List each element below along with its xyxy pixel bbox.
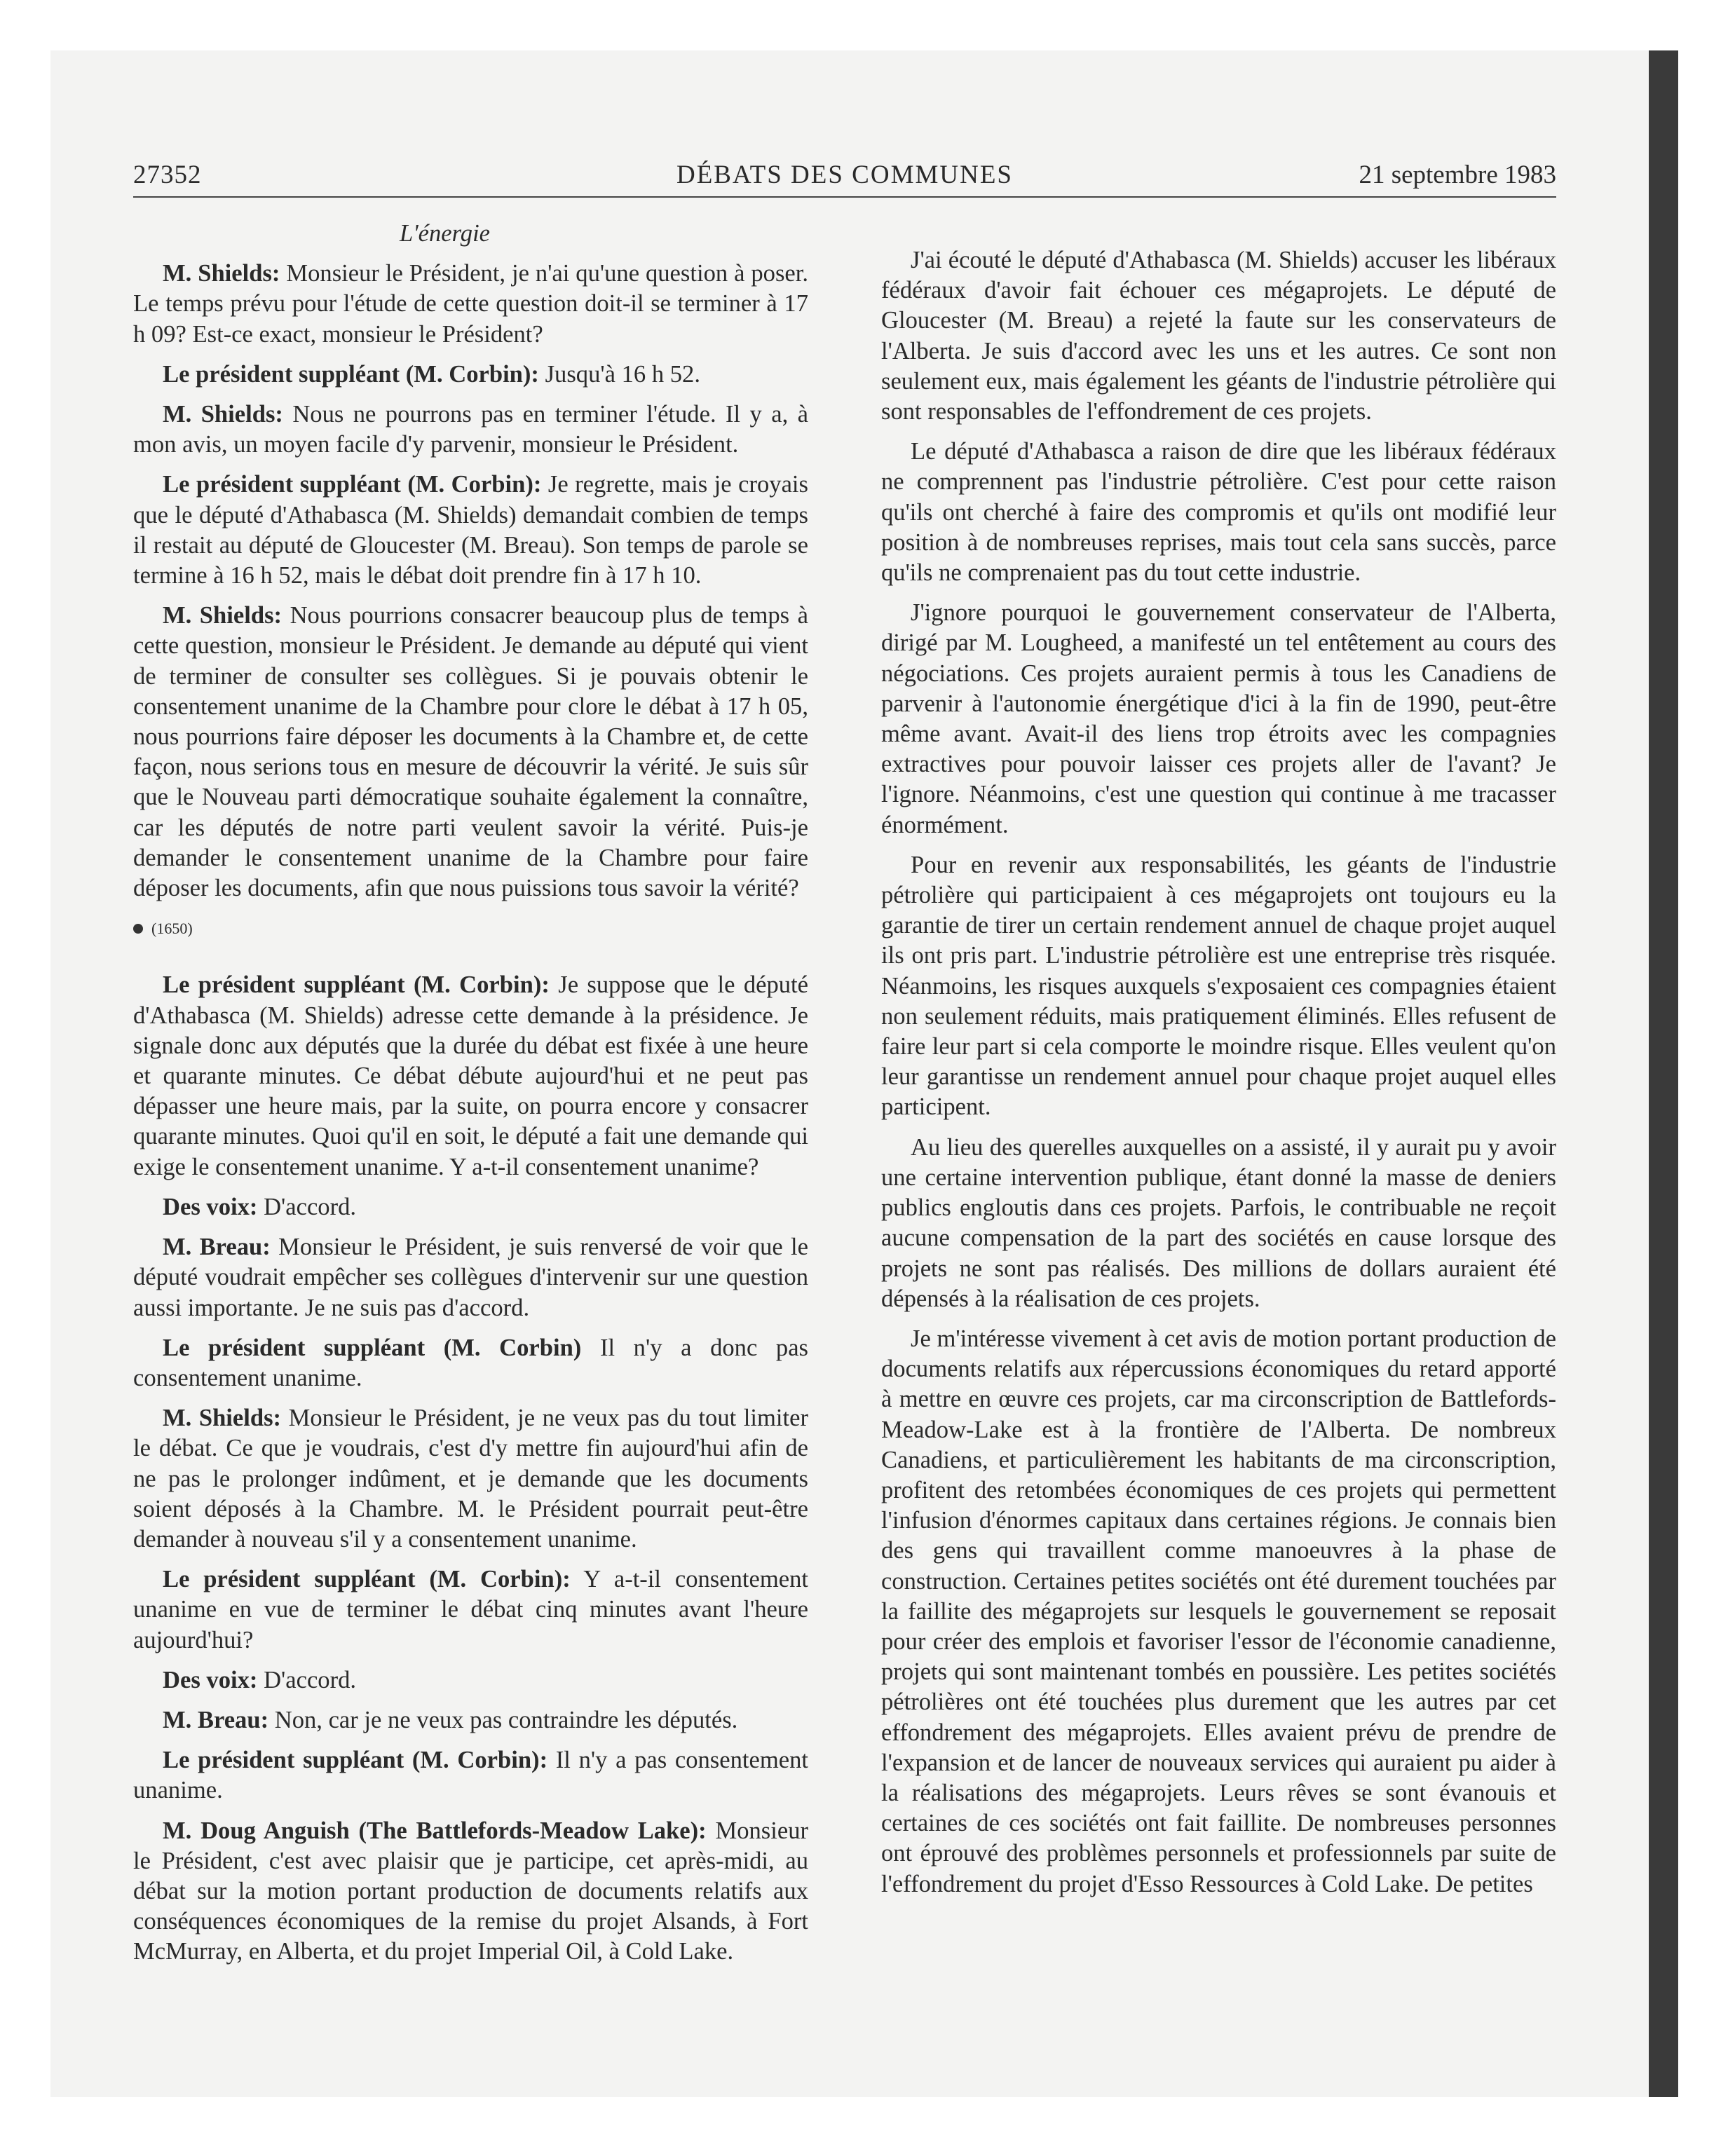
speech-paragraph bbox=[133, 1705, 808, 1735]
speech-text: Monsieur le Président, je n'ai qu'une question à poser. Le temps prévu pour l'étude de cette question doit-il se terminer à 17 h 09? Est-ce exact, monsieur le Président? bbox=[133, 260, 808, 348]
time-marker-text: (1650) bbox=[151, 920, 193, 938]
speech-paragraph bbox=[133, 1333, 808, 1393]
binding-edge bbox=[1649, 50, 1678, 2097]
speaker-name: M. Shields: bbox=[163, 401, 283, 428]
speech-paragraph bbox=[133, 1665, 808, 1696]
speech-paragraph bbox=[133, 470, 808, 591]
left-column bbox=[133, 219, 808, 1977]
speech-paragraph bbox=[133, 1232, 808, 1323]
time-marker bbox=[133, 913, 808, 943]
speaker-name: Le président suppléant (M. Corbin): bbox=[163, 1566, 571, 1593]
speech-text: Monsieur le Président, je ne veux pas du tout limiter le débat. Ce que je voudrais, c'est d'y mettre fin aujourd'hui afin de ne pas le prolonger indûment, et je demande que les documents soient déposés à la Chambre. M. le Président pourrait peut-être demander à nouveau s'il y a consentement unanime. bbox=[133, 1405, 808, 1553]
speech-paragraph bbox=[133, 400, 808, 460]
page-number: 27352 bbox=[133, 161, 202, 189]
issue-date: 21 septembre 1983 bbox=[1359, 161, 1556, 189]
speech-text: Nous ne pourrons pas en terminer l'étude. Il y a, à mon avis, un moyen facile d'y parvenir, monsieur le Président. bbox=[133, 401, 808, 458]
speaker-name: Le président suppléant (M. Corbin): bbox=[163, 360, 539, 388]
body-paragraph: Au lieu des querelles auxquelles on a assisté, il y aurait pu y avoir une certaine intervention publique, étant donné la masse de deniers publics engloutis dans ces projets. Parfois, le contribuable ne reçoit aucune compensation de la part des sociétés en cause lorsque des projets ne sont pas réalisés. Des millions de dollars auraient été dépensés à la réalisation de ces projets. bbox=[881, 1133, 1556, 1312]
speaker-name: M. Doug Anguish (The Battlefords-Meadow Lake): bbox=[163, 1817, 707, 1844]
speaker-name: Des voix: bbox=[163, 1666, 258, 1693]
speech-text: Nous pourrions consacrer beaucoup plus de temps à cette question, monsieur le Président. Je demande au député qui vient de terminer de consulter ses collègues. Si je pouvais obtenir le consentement unanime de la Chambre pour clore le débat à 17 h 05, nous pourrions faire déposer les documents à la Chambre et, de cette façon, nous serions tous en mesure de découvrir la vérité. Je suis sûr que le Nouveau parti démocratique souhaite également la connaître, car les députés de notre parti veulent savoir la vérité. Puis-je demander le consentement unanime de la Chambre pour faire déposer les documents, afin que nous puissions tous savoir la vérité? bbox=[133, 602, 808, 902]
speech-paragraph bbox=[133, 360, 808, 390]
speech-text: Je suppose que le député d'Athabasca (M. Shields) adresse cette demande à la présidence. Je signale donc aux députés que la durée du débat est fixée à une heure et quarante minutes. Ce débat débute aujourd'hui et ne peut pas dépasser une heure mais, par la suite, on pourra encore y consacrer quarante minutes. Quoi qu'il en soit, le député a fait une demande qui exige le consentement unanime. Y a-t-il consentement unanime? bbox=[133, 971, 808, 1180]
bullet-dot-icon bbox=[133, 924, 143, 934]
speech-text: Monsieur le Président, c'est avec plaisir que je participe, cet après-midi, au débat sur la motion portant production de documents relatifs aux conséquences économiques de la remise du projet Alsands, à Fort McMurray, en Alberta, et du projet Imperial Oil, à Cold Lake. bbox=[133, 1817, 808, 1965]
speaker-name: M. Shields: bbox=[163, 260, 280, 287]
publication-title: DÉBATS DES COMMUNES bbox=[676, 161, 1013, 189]
speech-text: D'accord. bbox=[257, 1666, 357, 1693]
speaker-name: Le président suppléant (M. Corbin): bbox=[163, 971, 550, 999]
speech-text: Jusqu'à 16 h 52. bbox=[538, 360, 700, 388]
speaker-name: M. Shields: bbox=[163, 1405, 282, 1432]
speaker-name: Le président suppléant (M. Corbin): bbox=[163, 471, 542, 498]
speech-paragraph bbox=[133, 1403, 808, 1555]
speaker-name: M. Shields: bbox=[163, 602, 283, 629]
body-paragraph: Le député d'Athabasca a raison de dire que les libéraux fédéraux ne comprennent pas l'industrie pétrolière. C'est pour cette raison qu'ils ont cherché à faire des compromis et qu'ils ont modifié leur position à de nombreuses reprises, mais tout cela sans succès, parce qu'ils ne comprenaient pas du tout cette industrie. bbox=[881, 438, 1556, 587]
speech-paragraph bbox=[133, 1192, 808, 1222]
speech-text: D'accord. bbox=[257, 1193, 357, 1220]
speaker-name: Des voix: bbox=[163, 1193, 258, 1220]
body-paragraph: Je m'intéresse vivement à cet avis de motion portant production de documents relatifs aux répercussions économiques du retard apporté à mettre en œuvre ces projets, car ma circonscription de Battlefords-Meadow-Lake est à la frontière de l'Alberta. De nombreux Canadiens, et particulièrement les habitants de ma circonscription, profitent des retombées économiques de ces projets qui permettent l'infusion d'énormes capitaux dans certaines régions. Je connais bien des gens qui travaillent comme manoeuvres à la phase de construction. Certaines petites sociétés ont été durement touchées par la faillite des mégaprojets sur lesquels le gouvernement se reposait pour créer des emplois et favoriser l'essor de l'économie canadienne, projets qui sont maintenant tombés en poussière. Les petites sociétés pétrolières ont été touchées plus durement que les autres par cet effondrement des mégaprojets. Elles avaient prévu de prendre de l'expansion et de lancer de nouveaux services qui auraient pu aider à la réalisations des mégaprojets. Leurs rêves se sont évanouis et certaines de ces sociétés ont fait faillite. De nombreuses personnes ont éprouvé des problèmes personnels et professionnels par suite de l'effondrement du projet d'Esso Ressources à Cold Lake. De petites bbox=[881, 1325, 1556, 1897]
speaker-name: M. Breau: bbox=[163, 1706, 269, 1733]
speech-text: Non, car je ne veux pas contraindre les députés. bbox=[268, 1706, 738, 1733]
page-header bbox=[133, 160, 1556, 198]
speech-paragraph bbox=[133, 1564, 808, 1656]
speech-text: Je regrette, mais je croyais que le député d'Athabasca (M. Shields) demandait combien de temps il restait au député de Gloucester (M. Breau). Son temps de parole se termine à 16 h 52, mais le débat doit prendre fin à 17 h 10. bbox=[133, 471, 808, 589]
speech-text: Monsieur le Président, je suis renversé de voir que le député voudrait empêcher ses collègues d'intervenir sur une question aussi importante. Je ne suis pas d'accord. bbox=[133, 1234, 808, 1321]
body-paragraph: J'ignore pourquoi le gouvernement conservateur de l'Alberta, dirigé par M. Lougheed, a manifesté un tel entêtement au cours des négociations. Ces projets auraient permis à tous les Canadiens de parvenir à l'autonomie énergétique d'ici à la fin de 1990, peut-être même avant. Avait-il des liens trop étroits avec les compagnies extractives pour pouvoir laisser ces projets aller de l'avant? Je l'ignore. Néanmoins, c'est une question qui continue à me tracasser énormément. bbox=[881, 599, 1556, 838]
speech-paragraph bbox=[133, 1816, 808, 1967]
speech-text: Y a-t-il consentement unanime en vue de terminer le débat cinq minutes avant l'heure aujourd'hui? bbox=[133, 1566, 808, 1653]
body-paragraph: Pour en revenir aux responsabilités, les géants de l'industrie pétrolière qui participaient à ces mégaprojets ont toujours eu la garantie de tirer un certain rendement annuel de chaque projet auquel ils ont pris part. L'industrie pétrolière est une entreprise très risquée. Néanmoins, les risques auxquels s'exposaient ces compagnies étaient non seulement réduits, mais pratiquement éliminés. Elles refusent de faire leur part si cela comporte le moindre risque. Elles veulent qu'on leur garantisse un rendement annuel pour chaque projet auquel elles participent. bbox=[881, 851, 1556, 1121]
speech-paragraph bbox=[133, 970, 808, 1182]
speech-text: Il n'y a pas consentement unanime. bbox=[133, 1747, 808, 1804]
speaker-name: M. Breau: bbox=[163, 1234, 271, 1261]
speech-paragraph bbox=[133, 259, 808, 350]
speech-paragraph bbox=[133, 601, 808, 903]
speech-paragraph bbox=[133, 1745, 808, 1806]
right-column bbox=[881, 245, 1556, 1909]
speaker-name: Le président suppléant (M. Corbin): bbox=[163, 1747, 548, 1774]
body-paragraph: J'ai écouté le député d'Athabasca (M. Shields) accuser les libéraux fédéraux d'avoir fait échouer ces mégaprojets. Le député de Gloucester (M. Breau) a rejeté la faute sur les conservateurs de l'Alberta. Je suis d'accord avec les uns et les autres. Ce sont non seulement eux, mais également les géants de l'industrie pétrolière qui sont responsables de l'effondrement de ces projets. bbox=[881, 247, 1556, 425]
section-title: L'énergie bbox=[400, 220, 491, 247]
speaker-name: Le président suppléant (M. Corbin) bbox=[163, 1334, 582, 1361]
speech-text: Il n'y a donc pas consentement unanime. bbox=[133, 1334, 808, 1391]
